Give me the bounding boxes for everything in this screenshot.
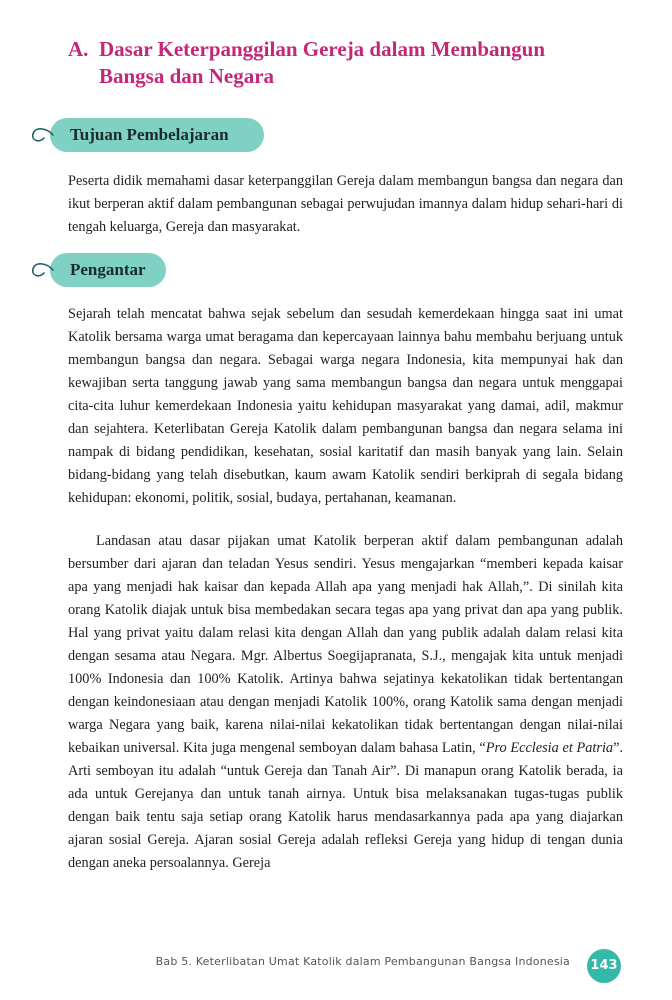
intro-label: [50, 253, 166, 287]
intro-label-text: Pengantar: [70, 260, 146, 279]
main-paragraph-part1: Landasan atau dasar pijakan umat Katolik berperan aktif dalam pembangunan adalah bersumber dari ajaran dan teladan Yesus sendiri. Yesus mengajarkan “memberi kepada kaisar apa yang menjadi hak kaisar dan kepada Allah apa yang menjadi hak Allah,”. Di sinilah kita orang Katolik diajak untuk bisa membedakan secara tegas apa yang privat dan apa yang publik. Hal yang privat yaitu dalam relasi kita dengan Allah dan yang publik adalah dalam relasi kita dengan sesama atau Negara. Mgr. Albertus Soegijapranata, S.J., mengajak kita untuk menjadi 100% Indonesia dan 100% Katolik. Artinya bahwa sejatinya kekatolikan tidak bertentangan dengan keindonesiaan atau dengan menjadi Katolik 100%, orang Katolik sama dengan menjadi warga Negara yang baik, karena nilai-nilai kekatolikan tidak bertentangan dengan nilai-nilai kebaikan universal. Kita juga mengenal semboyan dalam bahasa Latin, “: [68, 533, 623, 756]
hook-icon: [31, 126, 55, 144]
main-paragraph: [68, 530, 623, 875]
page-number-badge: 143: [587, 949, 621, 983]
hook-icon: [31, 261, 55, 279]
footer-chapter-text: Bab 5. Keterlibatan Umat Katolik dalam Pembangunan Bangsa Indonesia: [155, 955, 570, 968]
objectives-label-text: Tujuan Pembelajaran: [70, 125, 229, 144]
section-heading: [68, 36, 608, 90]
latin-motto: Pro Ecclesia et Patria: [485, 740, 614, 756]
intro-paragraph: Sejarah telah mencatat bahwa sejak sebelum dan sesudah kemerdekaan hingga saat ini umat Katolik bersama warga umat beragama dan kepercayaan lainnya bahu membahu berjuang untuk membangun bangsa dan negara. Sebagai warga negara Indonesia, kita mempunyai hak dan kewajiban serta tanggung jawab yang sama membangun bangsa dan negara untuk menggapai cita-cita luhur kemerdekaan Indonesia yaitu kehidupan masyarakat yang damai, adil, makmur dan sejahtera. Keterlibatan Gereja Katolik dalam pembangunan bangsa dan negara selama ini nampak di bidang pendidikan, kesehatan, sosial karitatif dan masih banyak yang lain. Selain bidang-bidang yang telah disebutkan, kaum awam Katolik sendiri berkiprah di segala bidang kehidupan: ekonomi, politik, sosial, budaya, pertahanan, keamanan.: [68, 306, 623, 506]
objectives-paragraph: Peserta didik memahami dasar keterpanggilan Gereja dalam membangun bangsa dan negara dan ikut berperan aktif dalam pembangunan sebagai perwujudan imannya dalam hidup sehari-hari di tengah keluarga, Gereja dan masyarakat.: [68, 173, 623, 235]
section-title: Dasar Keterpanggilan Gereja dalam Membangun Bangsa dan Negara: [99, 37, 546, 88]
main-paragraph-part2: ”. Arti semboyan itu adalah “untuk Gereja dan Tanah Air”. Di manapun orang Katolik berada, ia ada untuk Gerejanya dan untuk tanah airnya. Untuk bisa melaksanakan tugas-tugas publik dengan baik tentu saja setiap orang Katolik harus mendasarkannya pada apa yang diajarkan ajaran sosial Gereja. Ajaran sosial Gereja adalah refleksi Gereja yang hidup di tengan dunia dengan aneka persoalannya. Gereja: [68, 740, 624, 871]
section-number: A.: [68, 37, 89, 61]
objectives-label: [50, 118, 264, 152]
